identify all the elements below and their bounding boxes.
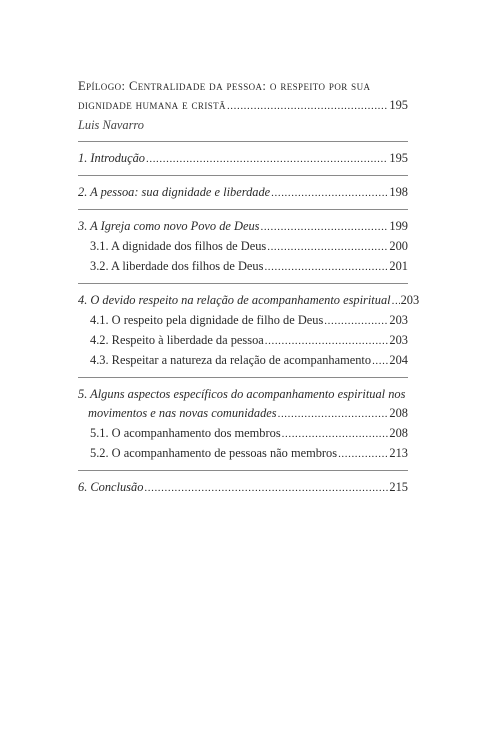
page-number: 198 xyxy=(389,185,408,199)
page-number: 195 xyxy=(389,151,408,165)
section-title-line1[interactable]: 5. Alguns aspectos específicos do acompanhamento espiritual nos xyxy=(78,387,406,401)
toc-entry-4-1[interactable] xyxy=(78,311,408,331)
divider xyxy=(78,141,408,142)
page-number: 201 xyxy=(389,259,408,273)
toc-entry-5-2[interactable] xyxy=(78,444,408,464)
section-title: 4. O devido respeito na relação de acompanhamento espiritual xyxy=(78,293,391,307)
toc-entry-section-4[interactable] xyxy=(78,291,420,311)
toc-entry-4-2[interactable] xyxy=(78,331,408,351)
subsection-title: 3.2. A liberdade dos filhos de Deus xyxy=(90,259,264,273)
divider xyxy=(78,175,408,176)
page-number: 203 xyxy=(400,293,420,307)
page-number: 203 xyxy=(389,333,408,347)
page-number: 208 xyxy=(389,406,408,420)
table-of-contents xyxy=(78,77,420,498)
page-number: 195 xyxy=(389,98,408,112)
subsection-title: 5.2. O acompanhamento de pessoas não membros xyxy=(90,446,338,460)
section-title: 3. A Igreja como novo Povo de Deus xyxy=(78,219,260,233)
divider xyxy=(78,470,408,471)
dot-leader xyxy=(146,149,388,169)
toc-entry-3-1[interactable] xyxy=(78,237,408,257)
subsection-title: 4.3. Respeitar a natureza da relação de acompanhamento xyxy=(90,353,372,367)
divider xyxy=(78,209,408,210)
author-name: Luis Navarro xyxy=(78,118,144,132)
page-number: 213 xyxy=(389,446,408,460)
subsection-title: 5.1. O acompanhamento dos membros xyxy=(90,426,281,440)
dot-leader xyxy=(260,217,388,237)
page-number: 203 xyxy=(389,313,408,327)
divider xyxy=(78,283,408,284)
page-number: 208 xyxy=(389,426,408,440)
dot-leader xyxy=(282,424,389,444)
dot-leader xyxy=(338,444,388,464)
dot-leader xyxy=(144,478,388,498)
dot-leader xyxy=(267,237,388,257)
dot-leader xyxy=(264,257,388,277)
subsection-title: 4.1. O respeito pela dignidade de filho de Deus xyxy=(90,313,324,327)
page-number: 215 xyxy=(389,480,408,494)
toc-entry-3-2[interactable] xyxy=(78,257,408,277)
toc-entry-epilogo[interactable] xyxy=(78,96,408,116)
section-title: 1. Introdução xyxy=(78,151,145,165)
section-title: 2. A pessoa: sua dignidade e liberdade xyxy=(78,185,271,199)
toc-entry-section-5[interactable] xyxy=(78,404,408,424)
page-number: 200 xyxy=(389,239,408,253)
toc-entry-section-1[interactable] xyxy=(78,149,408,169)
epilogo-title-line1: Epílogo: Centralidade da pessoa: o respeito por sua xyxy=(78,79,371,93)
toc-entry-section-2[interactable] xyxy=(78,183,408,203)
divider xyxy=(78,377,408,378)
dot-leader xyxy=(265,331,389,351)
dot-leader xyxy=(271,183,388,203)
dot-leader xyxy=(324,311,388,331)
epilogo-title-line2: dignidade humana e cristã xyxy=(78,98,226,112)
section-title-line2: movimentos e nas novas comunidades xyxy=(88,406,277,420)
subsection-title: 3.1. A dignidade dos filhos de Deus xyxy=(90,239,267,253)
dot-leader xyxy=(278,404,389,424)
dot-leader xyxy=(392,291,400,311)
toc-entry-5-1[interactable] xyxy=(78,424,408,444)
dot-leader xyxy=(372,351,388,371)
page-number: 204 xyxy=(389,353,408,367)
toc-entry-4-3[interactable] xyxy=(78,351,408,371)
section-title: 6. Conclusão xyxy=(78,480,144,494)
page-number: 199 xyxy=(389,219,408,233)
toc-entry-section-6[interactable] xyxy=(78,478,408,498)
toc-entry-section-3[interactable] xyxy=(78,217,408,237)
dot-leader xyxy=(227,96,388,116)
subsection-title: 4.2. Respeito à liberdade da pessoa xyxy=(90,333,264,347)
